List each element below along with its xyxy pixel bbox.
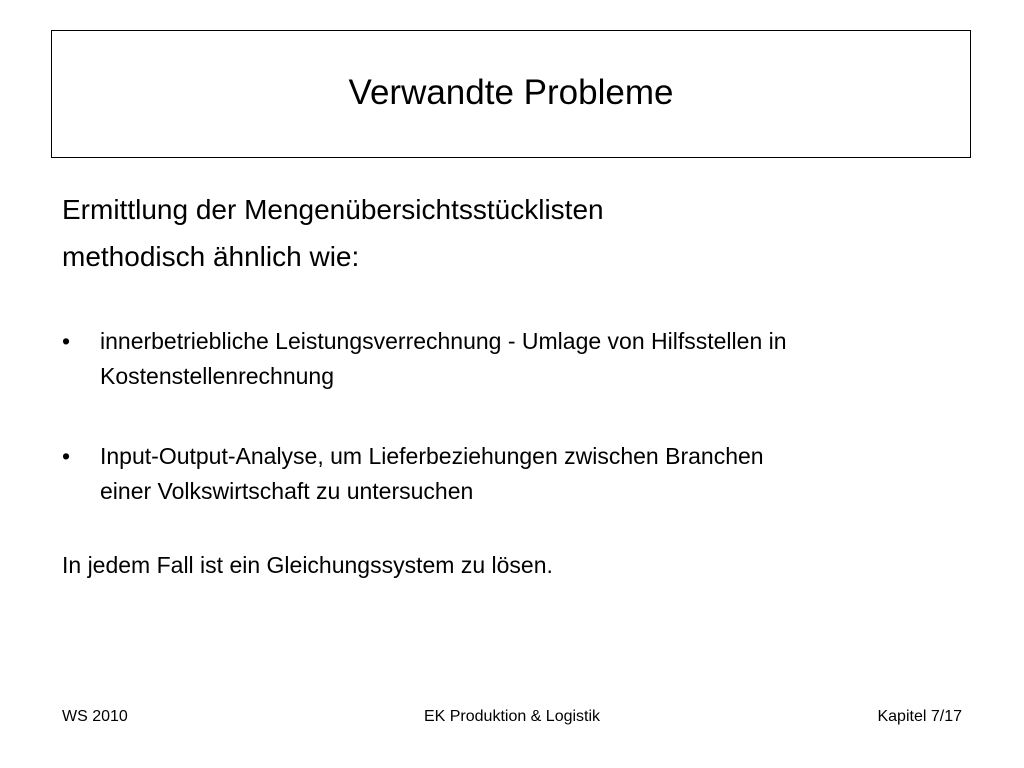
intro-text (62, 186, 604, 280)
bullet-item-1 (62, 324, 962, 394)
bullet-item-2 (62, 439, 962, 509)
bullet-line: innerbetriebliche Leistungsverrechnung - Umlage von Hilfsstellen in (100, 328, 787, 354)
slide-title: Verwandte Probleme (348, 72, 674, 112)
bullet-symbol: • (62, 328, 71, 354)
bullet-symbol: • (62, 443, 71, 469)
intro-line-1: Ermittlung der Mengenübersichtsstücklisten (62, 194, 604, 225)
footer-page-number: Kapitel 7/17 (877, 708, 962, 725)
title-box (51, 30, 971, 158)
bullet-line: Kostenstellenrechnung (100, 363, 334, 389)
bullet-line: einer Volkswirtschaft zu untersuchen (100, 478, 474, 504)
bullet-line: Input-Output-Analyse, um Lieferbeziehungen zwischen Branchen (100, 443, 764, 469)
footer-semester: WS 2010 (62, 708, 128, 725)
conclusion-text: In jedem Fall ist ein Gleichungssystem zu lösen. (62, 552, 553, 578)
footer-course: EK Produktion & Logistik (423, 708, 601, 725)
intro-line-2: methodisch ähnlich wie: (62, 241, 360, 272)
